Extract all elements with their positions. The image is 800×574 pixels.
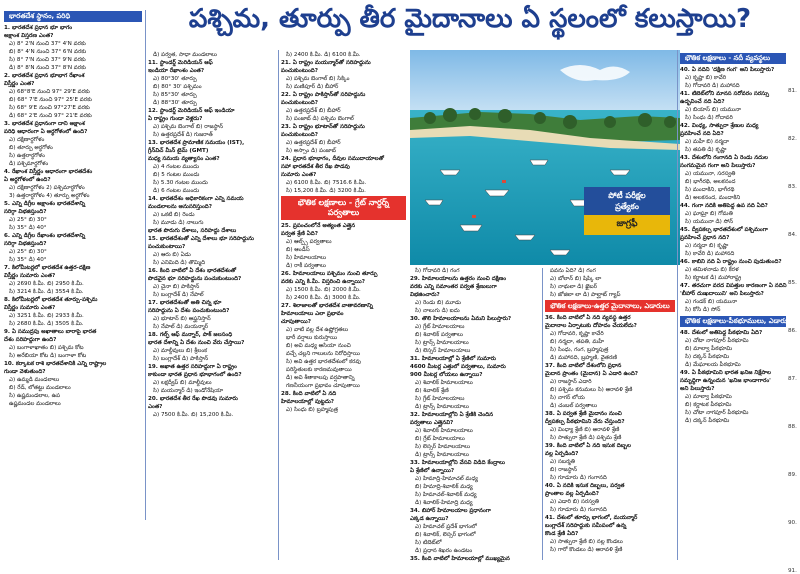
section-heading-plateaus: భౌతిక లక్షణాలు-పీఠభూములు, ఎడారులు	[680, 316, 786, 327]
answer-option: సి) 3214 కి.మీ. డి) 3554 కి.మీ.	[9, 289, 84, 296]
answer-option: డి) శివాలిక్-హిమాద్రి మధ్య	[415, 500, 473, 506]
question-text: పంచుకుంటాయి?	[148, 244, 186, 250]
question-text: 12. స్టాండర్డ్ మెరిడియన్ ఆఫ్ ఇండియా	[148, 108, 235, 114]
question-text: చూపుతాయి?	[281, 319, 311, 326]
answer-option: ఎ) ఎడారి బి) సరస్వతి	[550, 499, 600, 506]
answer-option: ఎ) ఘాఘ్రా బి) గోమతి	[685, 211, 733, 218]
question-text: 49. ఏ పీఠభూమిని భారత ఖనిజ నిక్షేపాల	[680, 370, 772, 377]
answer-option: పవను ఏది? డి) గంగ	[550, 268, 596, 274]
question-text: ద్వీపకల్ప పీఠభూమిని వేరు చేస్తుంది?	[545, 419, 625, 426]
question-text: ఎక్కడ ఉన్నాయి?	[410, 516, 449, 522]
answer-option: ఎ) రాజస్థాన్ ఎడారి	[550, 379, 592, 386]
section-heading-plains: భౌతిక లక్షణాలు-ఉత్తర మైదానాలు, ఎడారులు	[545, 300, 675, 312]
answer-option: డి) లెస్సర్ హిమాలయాలు	[415, 348, 471, 354]
question-text: 48. దేశంలో అతిపెద్ద పీఠభూమి ఏది?	[680, 330, 763, 337]
question-text: ఎంత?	[148, 404, 163, 410]
answer-option: ఎ) బియాస్ బి) యమునా	[685, 107, 741, 114]
answer-option: సి) 35° డి) 40°	[9, 257, 47, 264]
question-text: సరిహద్దును ఏ దేశం పంచుకుంటుంది?	[148, 308, 230, 314]
question-text: సహా భారతదేశ తీర రేఖ పొడవు	[281, 164, 350, 170]
question-list	[680, 330, 786, 425]
answer-option: సి) గోదావరి డి) గంగ	[415, 268, 460, 274]
edge-number: 90.	[788, 520, 797, 526]
answer-option: ఎ) పశ్చిమ బెంగాల్ బి) రాజస్థాన్	[153, 124, 224, 130]
answer-option: భారీ వర్షాలు కురుస్తాయి	[286, 335, 338, 342]
question-text: 7. కిలోమీటర్లలో భారతదేశ ఉత్తర-దక్షిణ	[4, 265, 91, 272]
answer-option: సి) 2400 కి.మీ. డి) 6100 కి.మీ.	[286, 52, 361, 58]
section-heading-rivers: భౌతిక లక్షణాలు - నదీ వ్యవస్థలు	[680, 53, 786, 64]
question-text: వల్ల ఏర్పడింది?	[545, 451, 579, 458]
answer-option: సి) ఉత్తరార్ధగోళం	[9, 153, 45, 160]
badge-geography	[584, 187, 670, 247]
answer-option: సి) ట్రాన్స్ హిమాలయాలు	[415, 340, 469, 346]
answer-option: ఎ) 6100 కి.మీ. బి) 7516.6 కి.మీ.	[286, 180, 367, 186]
question-text: 40. ఏ నదిని 'దక్షిణ గంగ' అని పిలుస్తారు?	[680, 67, 775, 74]
badge-top: పోటీ పరీక్షల ప్రత్యేకం	[584, 187, 670, 215]
answer-option: ఎ) నర్మదా బి) కృష్ణా	[685, 243, 729, 250]
question-text: 19. అఖాత ఉత్తర సరిహద్దుగా ఏ రాష్ట్రం	[148, 364, 237, 370]
edge-number: 84.	[788, 232, 797, 238]
answer-option: సి) అస్సాం డి) పంజాబ్	[286, 148, 336, 154]
question-text: 47. తరచుగా వరద విపత్తుల కారణంగా ఏ నదిని	[680, 283, 787, 290]
answer-option: డి) మహానది, బ్రహ్మణి, వైతరణి	[550, 355, 617, 362]
question-text: 38. ఏ పర్వత శ్రేణి మైదానం నుంచి	[545, 411, 622, 418]
question-text: పంచుకుంటుంది?	[281, 132, 318, 138]
answer-option: సి) గోదావరి డి) మహానది	[685, 83, 740, 90]
question-text: సుమారు ఎంత?	[281, 172, 317, 178]
question-text: 30. తొలి హిమాలయాలను ఏమని పిలుస్తారు?	[410, 316, 512, 322]
question-text: గ్రీన్‌విచ్ మీన్ టైమ్ (GMT)	[148, 148, 209, 154]
question-text: 28. కింది వాటిలో ఏ నది	[281, 391, 337, 398]
question-list	[545, 268, 675, 299]
question-text: పొడవైన భూ సరిహద్దును పంచుకుంటుంది?	[148, 276, 242, 282]
answer-option: డి) చంబల్ పర్వతాలు	[550, 403, 597, 410]
answer-option: సి) గారో కొండలు డి) ఆరావళి శ్రేణి	[550, 547, 623, 554]
question-text: 44. గంగా నదికి అతిపెద్ద ఉప నది ఏది?	[680, 203, 768, 210]
question-text: 42. వింధ్య, సాత్పురా శ్రేణుల మధ్య	[680, 123, 759, 130]
answer-option: డి) 6 గంటల ముందు	[153, 188, 200, 194]
question-text: 37. కింది వాటిలో దేశంలోని ప్రధాన	[545, 363, 622, 370]
edge-number: 88.	[788, 424, 797, 430]
answer-option: సి) అవి ఉత్తర భారతదేశంలో కరవు	[286, 359, 361, 366]
answer-option: డి) 8° 8'N నుంచి 37° 8'N వరకు	[9, 65, 86, 72]
question-list	[4, 25, 142, 408]
answer-option: సి) బంగ్లాదేశ్ డి) నేపాల్	[153, 292, 204, 298]
answer-option: గణనీయంగా ప్రభావం చూపుతాయి	[286, 383, 360, 390]
answer-option: సి) మయన్మార్ డి) ఇండోనేషియా	[153, 388, 224, 394]
question-text: 35. కింది వాటిలో హిమాలయాల్లో ముఖ్యమైన	[410, 556, 510, 562]
answer-option: సి) 2680 కి.మీ. డి) 3505 కి.మీ.	[9, 321, 84, 328]
answer-option: బి) అవి మధ్య ఆసియా నుంచి	[286, 343, 351, 350]
answer-option: సి) మణిపూర్ డి) బీహార్	[286, 84, 339, 90]
answer-option: డి) ప్రధాన శిఖరం ఉండటం	[415, 548, 473, 554]
answer-option: ఎ) సబర్మతి	[550, 459, 575, 466]
edge-number: 85.	[788, 280, 797, 286]
edge-number: 81.	[788, 88, 797, 94]
answer-option: డి) 68° 2'E నుంచి 97° 21'E వరకు	[9, 113, 92, 120]
answer-option: బి) 8° 4'N నుంచి 37° 6'N వరకు	[9, 49, 87, 56]
question-text: వరకు ఎన్ని సమాంతర పర్వత శ్రేణులుగా	[410, 284, 497, 290]
answer-option: సి) మందాకిని, భాగీరథి	[685, 187, 735, 194]
answer-option: డి) రాకీ పర్వతాలు	[286, 263, 326, 270]
question-text: 41. టిబెట్‌లోని మానస సరోవరం సరస్సు	[680, 91, 770, 98]
answer-option: సి) తపతి డి) కృష్ణా	[685, 147, 727, 154]
question-text: పర్వత శ్రేణి ఏది?	[281, 231, 318, 238]
answer-option: సి) హిమాలయాలు	[286, 255, 327, 262]
answer-option: సి) అరేబియా కోట డి) బంగాళా కోట	[9, 353, 87, 360]
answer-option: ఎ) శివాలిక్ హిమాలయాలు	[415, 428, 473, 434]
question-text: 43. దేశంలోని గంగానది ఏ రెండు నదుల	[680, 155, 768, 162]
answer-option: సి) 2400 కి.మీ. డి) 3000 కి.మీ.	[286, 295, 361, 302]
question-text: 27. శిలాజాలతో భారతదేశ వాతావరణాన్ని	[281, 303, 373, 310]
question-text: అక్షాంశ విస్తరణ ఎంత?	[4, 33, 54, 40]
column-1	[4, 10, 142, 560]
question-text: మండలాలను అనుసరిస్తుంది?	[148, 204, 212, 210]
question-text: 14. భారతదేశం అధికారికంగా ఎన్ని సమయ	[148, 196, 244, 202]
answer-option: బి) భాగీరథి, అలకనంద	[685, 179, 736, 186]
column-divider	[145, 10, 146, 520]
answer-option: ఎ) ఆల్ప్స్ పర్వతాలు	[286, 239, 332, 246]
answer-option: సి) యమునా డి) సోన్	[685, 219, 734, 226]
question-text: 33. హిమాలయాల్లోని వేసవి విడిది కేంద్రాలు	[410, 460, 505, 466]
answer-option: బి) పశ్చిమ కనుమలు సి) ఆరావళి శ్రేణి	[550, 387, 633, 394]
edge-number: 82.	[788, 136, 797, 142]
column-3	[281, 52, 406, 560]
answer-option: ఎ) 1500 కి.మీ. బి) 2000 కి.మీ.	[286, 287, 361, 294]
answer-option: డి) మేఘాలయ పీఠభూమి	[685, 362, 741, 369]
question-list	[281, 52, 406, 195]
question-text: 6. ఎన్ని డిగ్రీల రేఖాంశం భారతదేశాన్ని	[4, 233, 86, 240]
question-text: 32. హిమాలయాల్లోని ఏ శ్రేణికి చెందిన	[410, 412, 494, 418]
question-text: పంచుకుంటుంది?	[281, 100, 318, 106]
question-text: 31. హిమాలయాల్లో ఏ శ్రేణిలో సుమారు	[410, 356, 496, 362]
answer-option: ఎ) ఉత్తరప్రదేశ్ బి) బీహార్	[286, 140, 341, 146]
question-list	[545, 315, 675, 554]
answer-option: సి) లెస్సర్ హిమాలయాలు	[415, 444, 471, 450]
question-text: 24. ప్రధాన భూభాగం, దీవుల సముదాయాలతో	[281, 156, 384, 162]
answer-option: ఎ) యమునా, సరస్వతి	[685, 171, 736, 178]
question-text: సరిగ్గా విభజిస్తుంది?	[4, 209, 47, 216]
answer-option: సి) మూడు డి) నాలుగు	[153, 220, 204, 226]
answer-option: సి) 35° డి) 40°	[9, 225, 47, 232]
answer-option: ఎ) మాల్దీవులు బి) శ్రీలంక	[153, 348, 208, 354]
answer-option: సి) 8° 7'N నుంచి 37° 9'N వరకు	[9, 57, 86, 64]
answer-option: ఎ) ఉమ్మడి మండలాలు	[9, 377, 60, 384]
question-text: 17. భారతదేశంతో అతి చిన్న భూ	[148, 300, 222, 306]
answer-option: ఎ) 8° 2'N నుంచి 37° 4'N వరకు	[9, 41, 86, 48]
edge-number: 83.	[788, 184, 797, 190]
question-text: విస్తీర్ణం ఎంత?	[4, 81, 35, 88]
question-text: 46. కాబిని నది ఏ రాష్ట్రం నుంచి పుడుతుంది?	[680, 259, 782, 266]
answer-option: ఎ) గ్రేట్ హిమాలయాలు	[415, 324, 465, 330]
answer-option: ఎ) బంగాళాఖాతం బి) పశ్చిమ కోట	[9, 345, 84, 352]
question-text: 5. ఎన్ని డిగ్రీల అక్షాంశం భారతదేశాన్ని	[4, 201, 86, 208]
answer-option: బి) శివాలిక్ శ్రేణి	[415, 388, 449, 394]
question-list	[410, 268, 540, 563]
answer-option: ఎ) వాటి వల్ల దేశ ఉష్ణోగ్రతలు	[286, 327, 349, 334]
answer-option: డి) ట్రాన్స్ హిమాలయాలు	[415, 452, 469, 458]
answer-option: ఎ) సాత్పురా శ్రేణి బి) నల్ల కొండలు	[550, 539, 623, 546]
answer-option: సి) నాలుగు డి) ఐదు	[415, 308, 460, 314]
answer-option: బి) 5 గంటల ముందు	[153, 172, 200, 178]
answer-option: బి) శివాలిక్ పర్వతాలు	[415, 332, 463, 338]
answer-option: సి) కోసి డి) సోన్	[685, 307, 721, 314]
answer-option: ఎ) 3251 కి.మీ. బి) 2933 కి.మీ.	[9, 313, 84, 320]
answer-option: సి) సింధు డి) గోదావరి	[685, 115, 733, 122]
column-5	[545, 268, 675, 560]
question-text: మధ్య సమయ వ్యత్యాసం ఎంత?	[148, 156, 220, 162]
answer-option: ఎ) 25° బి) 30°	[9, 249, 47, 256]
question-text: ఏ రాష్ట్రం గుండా వెళ్లదు?	[148, 116, 203, 122]
answer-option: బి) మాల్వా పీఠభూమి	[685, 346, 733, 353]
answer-option: ఎ) రెండు బి) మూడు	[415, 300, 461, 306]
answer-option: ఎ) పశ్చిమ బెంగాల్ బి) సిక్కిం	[286, 76, 350, 82]
answer-option: 3) ఉత్తరార్ధగోళం 4) తూర్పు అర్ధగోళం	[9, 193, 90, 200]
question-text: వరకు ఎన్ని కి.మీ. విస్తరించి ఉన్నాయి?	[281, 279, 365, 286]
answer-option: సి) 5.30 గంటల ముందు	[153, 180, 208, 186]
answer-option: బి) కర్ణాటక పీఠభూమి	[685, 402, 732, 409]
answer-option: ఎ) 68°8'E నుంచి 97° 29'E వరకు	[9, 89, 90, 96]
answer-option: ఎ) 4 గంటల ముందు	[153, 164, 200, 170]
answer-option: ఎ) లక్షద్వీప్ బి) మాల్దీవులు	[153, 380, 212, 386]
question-text: 4600 మీటర్ల ఎత్తులో పర్వతాలు, సుమారు	[410, 364, 506, 370]
answer-option: బి) హిమాద్రి-శివాలిక్ మధ్య	[415, 484, 473, 490]
question-text: భారత దేశాన్ని ఏ దేశం నుంచి వేరు చేస్తాయి?	[148, 340, 245, 346]
question-text: 23. ఏ రాష్ట్రం భూటాన్‌తో సరిహద్దును	[281, 124, 365, 130]
question-text: ప్రవహించే ప్రధాన నది?	[680, 235, 730, 242]
column-4	[410, 268, 540, 560]
answer-option: సి) చోటా నాగపూర్ పీఠభూమి	[685, 410, 749, 417]
answer-option: ఎ) 25° బి) 30°	[9, 217, 47, 224]
question-text: 10. కర్కాటక రాశి భారతదేశానికి ఎన్ని రాష్ట్రాల	[4, 361, 107, 368]
answer-option: సి) నాగర్ లోయ	[550, 395, 585, 402]
answer-option: వచ్చే చల్లని గాలులను నిరోధిస్తాయి	[286, 351, 360, 358]
question-text: మైదాన ప్రాంతం (మైదాన) ఏ ఎడారి ఉంది?	[545, 371, 639, 378]
question-text: ప్రాంతాల వల్ల ఏర్పడింది?	[545, 491, 599, 498]
question-text: కాకుండా భారత ప్రధాన భూభాగంలో ఉంది?	[148, 372, 242, 378]
question-text: 16. కింది వాటిలో ఏ దేశం భారతదేశంతో	[148, 268, 237, 274]
answer-option: సి) 68° 9'E నుంచి 97°27'E వరకు	[9, 105, 90, 112]
answer-option: సి) హిమాచల్-శివాలిక్ మధ్య	[415, 492, 477, 498]
question-text: హిమాలయాలు ఎలా ప్రభావం	[281, 311, 344, 318]
answer-option: ఎ) మాల్వా పీఠభూమి	[685, 394, 732, 401]
answer-option: ఎ) దక్షిణార్ధగోళం	[9, 137, 45, 144]
question-text: భారత పొరుగు దేశాలు, సరిహద్దు దేశాలు	[148, 228, 237, 234]
answer-option: సి) ఎనిమిది డి) తొమ్మిది	[153, 260, 206, 266]
answer-option: సి) సాత్పురా శ్రేణి డి) పశ్చిమ శ్రేణి	[550, 435, 622, 442]
answer-option: సి) జోజిలా లా డి) పాల్ఘాట్ గ్యాప్	[550, 292, 621, 298]
question-text: పరిధి ఆధారంగా ఏ అర్ధగోళంలో ఉంది?	[4, 129, 88, 136]
question-text: 41. దేశంలో తూర్పు భాగంలో, మయన్మార్	[545, 515, 638, 522]
question-text: దేశం సరిహద్దుగా ఉంది?	[4, 337, 57, 344]
edge-number: 87.	[788, 376, 797, 382]
question-text: కొండ శ్రేణి ఏది?	[545, 531, 579, 538]
answer-option: సి) గూడూరు డి) గంగానది	[550, 475, 607, 482]
question-text: ఇండియా రేఖాంశం ఎంత?	[148, 68, 205, 74]
answer-option: సి) నాథులా డి) ఖైబర్	[550, 284, 598, 290]
answer-option: బి) 80° 30' పశ్చిమం	[153, 84, 202, 90]
question-text: ప్రవహించే నది ఏది?	[680, 131, 724, 138]
answer-option: ఎ) 2690 కి.మీ. బి) 2950 కి.మీ.	[9, 281, 84, 288]
answer-option: సి) కర్ణాటక డి) మహారాష్ట్ర	[685, 275, 742, 282]
answer-option: సి) ఉత్తరప్రదేశ్ డి) గుజరాత్	[153, 132, 213, 138]
answer-option: డి) అలకనంద, మందాకిని	[685, 195, 741, 202]
answer-option: డి) ట్రాన్స్ హిమాలయాలు	[415, 404, 469, 410]
answer-option: ఎ) ఒకటి బి) రెండు	[153, 212, 195, 218]
answer-option: ఎ) ఉత్తరప్రదేశ్ బి) బీహార్	[286, 108, 341, 114]
question-list	[281, 223, 406, 414]
answer-option: ఎ) వింధ్యా శ్రేణి బి) ఆరావళి శ్రేణి	[550, 427, 620, 434]
question-text: విభజించారు?	[410, 292, 440, 298]
answer-option: ఎ) చైనా బి) పాకిస్తాన్	[153, 284, 200, 290]
column-divider	[278, 50, 279, 560]
answer-option: బి) నర్మదా, తపతి, మహీ	[550, 339, 605, 346]
question-text: విస్తీర్ణం సుమారు ఎంత?	[4, 273, 56, 280]
question-text: 39. కింది వాటిలో ఏ నది ఇసుక దిబ్బల	[545, 443, 631, 450]
answer-option: పరిస్థితులకు కారణమవుతాయి	[286, 367, 352, 374]
section-heading-himalayas: భౌతిక లక్షణాలు - గ్రేట్ నార్దర్న్ పర్వతాలు	[281, 196, 406, 220]
answer-option: ఉష్ణమండల మండలాలు	[9, 401, 61, 408]
question-text: 40. ఏ నదికి ఇసుక దిబ్బలు, పర్వత	[545, 483, 625, 490]
question-list	[680, 67, 786, 314]
question-text: అని పిలుస్తారు?	[680, 386, 715, 393]
answer-option: డి) అవి శీతాకాలపు వర్షపాతాన్ని	[286, 375, 355, 382]
answer-option: సి) దక్కన్ పీఠభూమి	[685, 354, 730, 361]
answer-option: సి) పంజాబ్ డి) పశ్చిమ బెంగాల్	[286, 116, 354, 122]
answer-option: డి) దక్కన్ పీఠభూమి	[685, 418, 730, 425]
answer-option: ఎ) హిమాద్రి-హిమాచల్ మధ్య	[415, 476, 478, 482]
answer-option: ఎ) చోటా నాగపూర్ పీఠభూమి	[685, 338, 749, 345]
answer-option: సి) సింధు, గంగ, బ్రహ్మపుత్ర	[550, 347, 609, 354]
page-headline: పశ్చిమ, తూర్పు తీర మైదానాలు ఏ స్థలంలో కలుస్తాయి?	[188, 4, 752, 34]
question-text: సమృద్ధిగా ఉన్నందున 'ఖనిజ భాండాగారం'	[680, 378, 771, 385]
answer-option: ఎ) హిమాచల్ ప్రదేశ్ భాగంలో	[415, 524, 477, 530]
question-text: 34. బిహార్ హిమాలయాల ప్రధానంగా	[410, 508, 491, 514]
answer-option: సి) గ్రేట్ హిమాలయాలు	[415, 396, 465, 402]
question-text: 13. భారతదేశ ప్రామాణిక సమయం (IST),	[148, 140, 245, 146]
edge-number: 91.	[788, 568, 797, 574]
question-text: 45. ద్వీపకల్ప భారతదేశంలో పశ్చిమంగా	[680, 227, 768, 234]
question-text: గుండా వెళుతుంది?	[4, 369, 46, 376]
answer-option: సి) ఉష్ణమండలాల, ఉప	[9, 393, 61, 400]
answer-option: ఎ) గోదావరి, కృష్ణా కావేరి	[550, 331, 604, 338]
answer-option: డి) 88°30' తూర్పు	[153, 100, 197, 106]
answer-option: బి) ఆండీస్	[286, 247, 310, 254]
answer-option: ఎ) సింధు బి) బ్రహ్మపుత్ర	[286, 407, 338, 414]
answer-option: బి) రేడ్, లోతట్టు మండలాలు	[9, 385, 71, 392]
answer-option: సి) గూడూరు డి) గంగానది	[550, 507, 607, 514]
answer-option: బి) గ్రేట్ హిమాలయాలు	[415, 436, 465, 442]
question-text: హిమాలయాల్లో పుట్టదు?	[281, 399, 335, 406]
answer-option: బి) శివాలిక్, లెస్సర్ భాగంలో	[415, 532, 476, 538]
question-text: 26. హిమాలయాలు పశ్చిమం నుంచి తూర్పు	[281, 271, 378, 278]
answer-option: డి) పశ్చిమార్ధగోళం	[9, 161, 49, 168]
question-text: పర్వతాలు ఎత్తైనవి?	[410, 420, 454, 426]
column-divider	[542, 268, 543, 560]
answer-option: సి) 15,200 కి.మీ. డి) 3200 కి.మీ.	[286, 188, 366, 194]
answer-option: ఎ) కృష్ణా బి) కావేరి	[685, 75, 727, 82]
badge-label: జాగ్రఫీ	[584, 215, 670, 235]
answer-option: బి) రాజస్థాన్	[550, 467, 578, 474]
question-text: 29. హిమాలయాలను ఉత్తరం నుంచి దక్షిణం	[410, 276, 507, 282]
question-text: 4. రేఖాంశ విస్తీర్ణం ఆధారంగా భారతదేశం	[4, 169, 93, 176]
answer-option: సి) కావేరి డి) మహానది	[685, 251, 735, 258]
answer-option: సి) బంగ్లాదేశ్ డి) పాకిస్తాన్	[153, 356, 209, 362]
answer-option: సి) నేపాల్ డి) మయన్మార్	[153, 324, 209, 330]
question-text: 8. కిలోమీటర్లలో భారతదేశ తూర్పు-పశ్చిమ	[4, 297, 98, 304]
answer-option: ఎ) దక్షిణార్ధగోళం 2) పశ్చిమార్ధగోళం	[9, 185, 85, 192]
answer-option: డి) పర్వత, సాధా మండలాలు	[153, 52, 217, 58]
column-divider	[677, 50, 678, 560]
answer-option: ఎ) ఆరు బి) ఏడు	[153, 252, 191, 258]
answer-option: ఎ) 7500 కి.మీ. బి) 15,200 కి.మీ.	[153, 412, 234, 418]
column-2	[148, 52, 276, 560]
answer-option: ఎ) శివాలిక్ హిమాలయాలు	[415, 380, 473, 386]
question-text: 2. భారతదేశ ప్రధాన భూభాగ రేఖాంశ	[4, 73, 85, 80]
edge-number: 89.	[788, 472, 797, 478]
question-text: 20. భారతదేశ తీర రేఖ పొడవు సుమారు	[148, 396, 238, 402]
question-text: 900 మీటర్ల లోయలు ఉన్నాయి?	[410, 372, 483, 378]
question-text: 18. గల్ఫ్ ఆఫ్ మన్నార్, పాక్ జలసంధి	[148, 332, 233, 338]
question-text: ఉద్భవించే నది ఏది?	[680, 99, 725, 106]
question-text: 36. కింది వాటిలో ఏ నది వ్యవస్థ ఉత్తర	[545, 315, 631, 322]
edge-number: 86.	[788, 328, 797, 334]
answer-option: ఎ) భూటాన్ బి) ఆఫ్ఘనిస్తాన్	[153, 316, 211, 322]
answer-option: ఎ) బోలాన్ బి) షిప్కి లా	[550, 276, 602, 282]
answer-option: ఎ) మహీ బి) నర్మదా	[685, 139, 729, 146]
question-text: ఏ అర్ధగోళంలో ఉంది?	[4, 177, 51, 184]
answer-option: ఎ) గండక్ బి) యమునా	[685, 299, 738, 306]
answer-option: ఎ) 80°30' తూర్పు	[153, 76, 197, 82]
answer-option: సి) 85°30' తూర్పు	[153, 92, 197, 98]
question-text: బంగ్లాదేశ్ సరిహద్దుకు సమీపంలో ఉన్న	[545, 523, 627, 530]
question-text: ఏ శ్రేణిలో ఉన్నాయి?	[410, 468, 455, 474]
answer-option: ఎ) తమిళనాడు బి) కేరళ	[685, 267, 739, 274]
question-text: 15. భారతదేశంతో ఎన్ని దేశాలు భూ సరిహద్దును	[148, 236, 254, 242]
question-text: పంచుకుంటుంది?	[281, 68, 318, 74]
question-text: 3. భారతదేశ ప్రధానంగా దాని అక్షాంశ	[4, 121, 85, 128]
question-text: 11. స్టాండర్డ్ మెరిడియన్ ఆఫ్	[148, 60, 213, 66]
question-text: మైదానాల ఏర్పాటుకు దోహదం చేయలేదు?	[545, 323, 637, 330]
question-text: 25. ప్రపంచంలోనే అత్యంత ఎత్తైన	[281, 223, 355, 230]
question-text: 21. ఏ రాష్ట్రం మయన్మార్‌తో సరిహద్దును	[281, 60, 371, 66]
question-text: 9. ఏ సముద్రపు అఖాతాలు బారాపై భారత	[4, 329, 97, 336]
answer-option: బి) 68° 7'E నుంచి 97° 25'E వరకు	[9, 97, 92, 104]
section-heading-location: భారతదేశ స్థానం, పరిధి	[4, 11, 142, 22]
answer-option: బి) తూర్పు అర్ధగోళం	[9, 145, 53, 152]
question-text: 1. భారతదేశ ప్రధాన భూ భాగం	[4, 25, 73, 32]
question-list	[148, 52, 276, 419]
question-text: సంగమమైన గంగా అని పిలుస్తారు?	[680, 163, 756, 170]
question-text: విస్తీర్ణం సుమారు ఎంత?	[4, 305, 56, 312]
question-text: సరిగ్గా విభజిస్తుంది?	[4, 241, 47, 248]
answer-option: సి) టిబెట్‌లో	[415, 540, 442, 546]
question-text: 'బీహార్ దుఃఖదాయిని' అని పిలుస్తారు?	[680, 291, 764, 298]
question-text: 22. ఏ రాష్ట్రం పాకిస్తాన్‌తో సరిహద్దును	[281, 92, 366, 98]
